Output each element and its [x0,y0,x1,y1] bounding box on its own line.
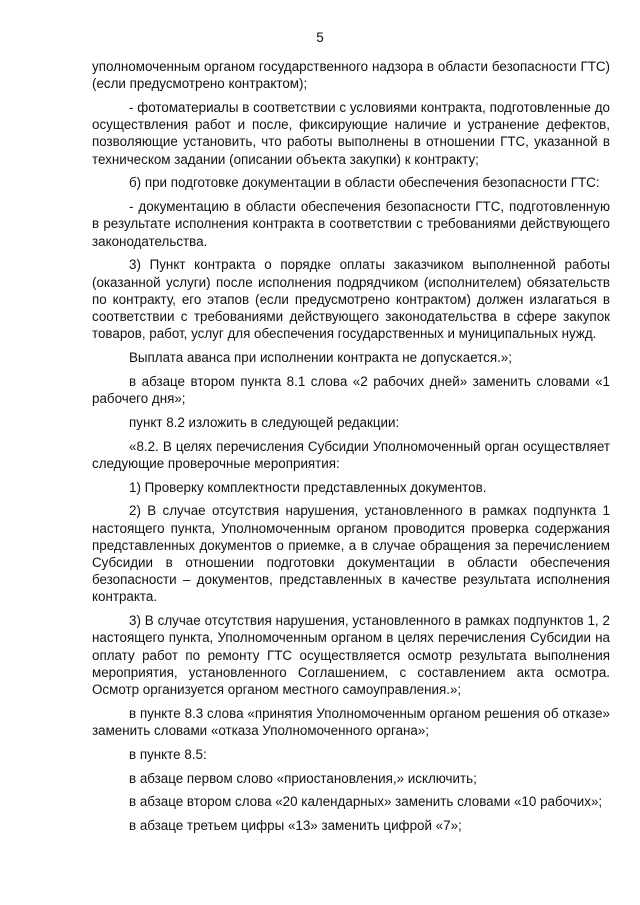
paragraph: уполномоченным органом государственного надзора в области безопасности ГТС) (если предусмотрено контрактом); [92,59,610,92]
document-body [92,58,610,841]
paragraph: в пункте 8.3 слова «принятия Уполномоченным органом решения об отказе» заменить словами «отказа Уполномоченного органа»; [92,705,610,739]
paragraph: 2) В случае отсутствия нарушения, установленного в рамках подпункта 1 настоящего пункта, Уполномоченным органом проводится проверка содержания представленных документов о приемке, а в случае обращения за перечислением Субсидии в отношении подготовки документации в области обеспечения безопасности – документов, представленных в качестве результата исполнения контракта. [92,503,610,605]
page-number: 5 [316,30,324,45]
paragraph: в абзаце втором пункта 8.1 слова «2 рабочих дней» заменить словами «1 рабочего дня»; [92,373,610,407]
paragraph: в абзаце третьем цифры «13» заменить цифрой «7»; [129,818,462,834]
paragraph: «8.2. В целях перечисления Субсидии Уполномоченный орган осуществляет следующие проверочные мероприятия: [92,438,610,471]
paragraph: 3) Пункт контракта о порядке оплаты заказчиком выполненной работы (оказанной услуги) после исполнения подрядчиком (исполнителем) обязательств по контракту, его этапов (если предусмотрено контрактом) должен излагаться в соответствии с требованиями действующего законодательства в сфере закупок товаров, работ, услуг для обеспечения государственных и муниципальных нужд. [92,257,610,342]
paragraph: в абзаце втором слова «20 календарных» заменить словами «10 рабочих»; [129,794,603,810]
paragraph: пункт 8.2 изложить в следующей редакции: [129,414,400,430]
paragraph: - фотоматериалы в соответствии с условиями контракта, подготовленные до осуществления работ и после, фиксирующие наличие и устранение дефектов, позволяющие установить, что работы выполнены в отношении ГТС, указанной в техническом задании (описании объекта закупки) к контракту; [92,100,610,167]
paragraph: Выплата аванса при исполнении контракта не допускается.»; [129,350,513,366]
paragraph: 3) В случае отсутствия нарушения, установленного в рамках подпунктов 1, 2 настоящего пункта, Уполномоченным органом в целях перечисления Субсидии на оплату работ по ремонту ГТС осуществляется осмотр результата выполнения мероприятия, установленного Соглашением, с составлением акта осмотра. Осмотр организуется органом местного самоуправления.»; [92,613,610,698]
paragraph: - документацию в области обеспечения безопасности ГТС, подготовленную в результате исполнения контракта в соответствии с требованиями действующего законодательства. [92,199,610,249]
paragraph: 1) Проверку комплектности представленных документов. [129,479,487,495]
paragraph: в абзаце первом слово «приостановления,» исключить; [129,770,477,786]
paragraph: б) при подготовке документации в области обеспечения безопасности ГТС: [129,175,600,191]
paragraph: в пункте 8.5: [129,746,207,762]
